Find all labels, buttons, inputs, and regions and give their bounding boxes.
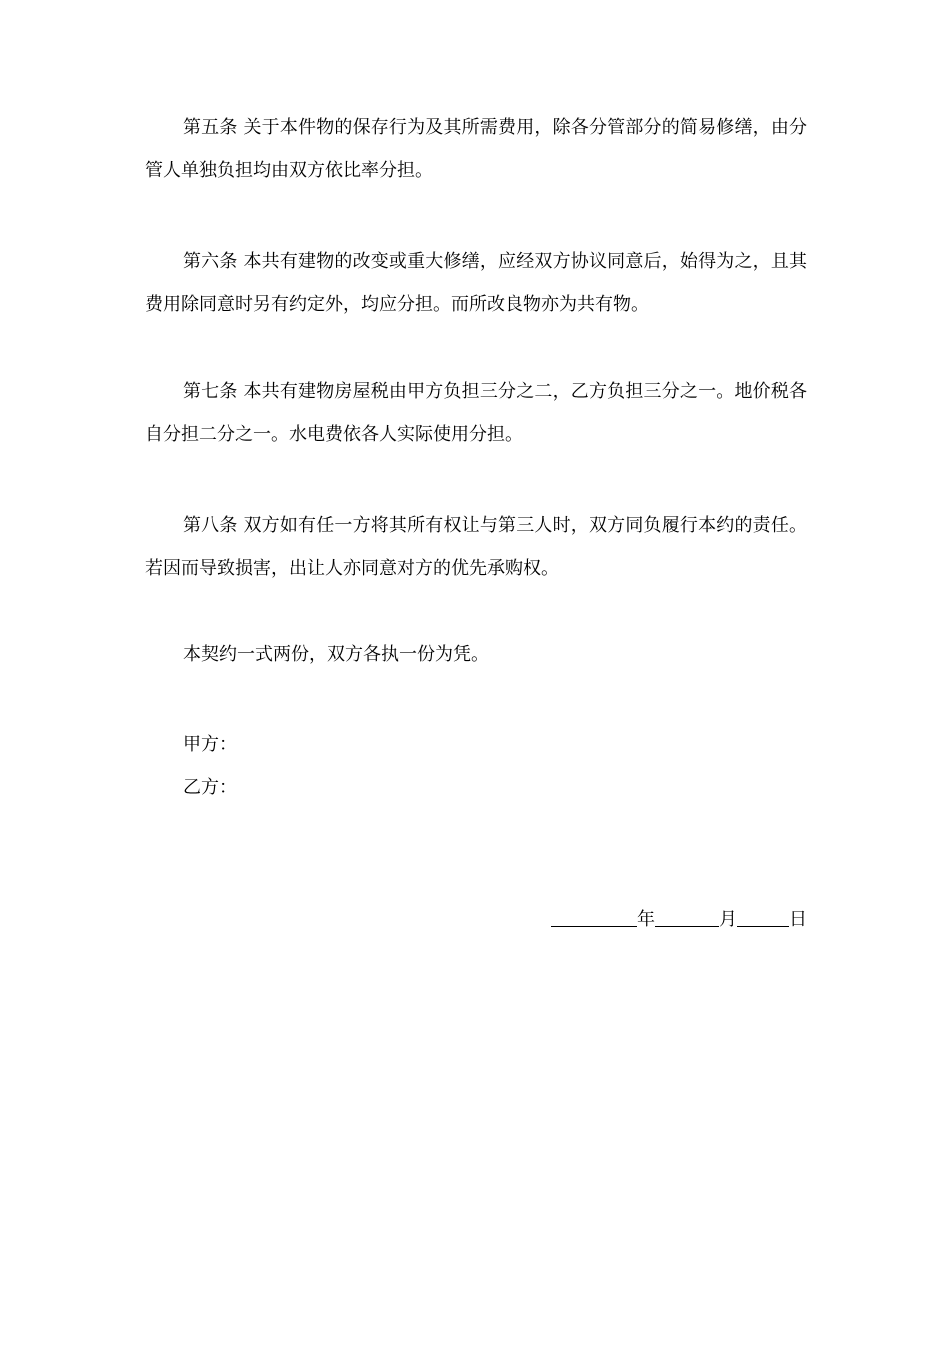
closing-statement: 本契约一式两份，双方各执一份为凭。 — [183, 644, 489, 665]
article-5: 第五条 关于本件物的保存行为及其所需费用，除各分管部分的简易修缮，由分管人单独负担均由双方依比率分担。 — [145, 117, 807, 181]
day-blank — [737, 906, 789, 927]
month-blank — [655, 906, 719, 927]
month-label: 月 — [719, 909, 737, 930]
party-b-signature-label: 乙方： — [183, 777, 237, 798]
party-a-signature-label: 甲方： — [183, 734, 237, 755]
year-label: 年 — [637, 909, 655, 930]
year-blank — [551, 906, 637, 927]
article-8: 第八条 双方如有任一方将其所有权让与第三人时，双方同负履行本约的责任。若因而导致损害，出让人亦同意对方的优先承购权。 — [145, 515, 807, 579]
date-line — [551, 905, 807, 935]
article-7: 第七条 本共有建物房屋税由甲方负担三分之二，乙方负担三分之一。地价税各自分担二分之一。水电费依各人实际使用分担。 — [145, 381, 807, 445]
article-6: 第六条 本共有建物的改变或重大修缮，应经双方协议同意后，始得为之，且其费用除同意时另有约定外，均应分担。而所改良物亦为共有物。 — [145, 251, 807, 315]
day-label: 日 — [789, 909, 807, 930]
